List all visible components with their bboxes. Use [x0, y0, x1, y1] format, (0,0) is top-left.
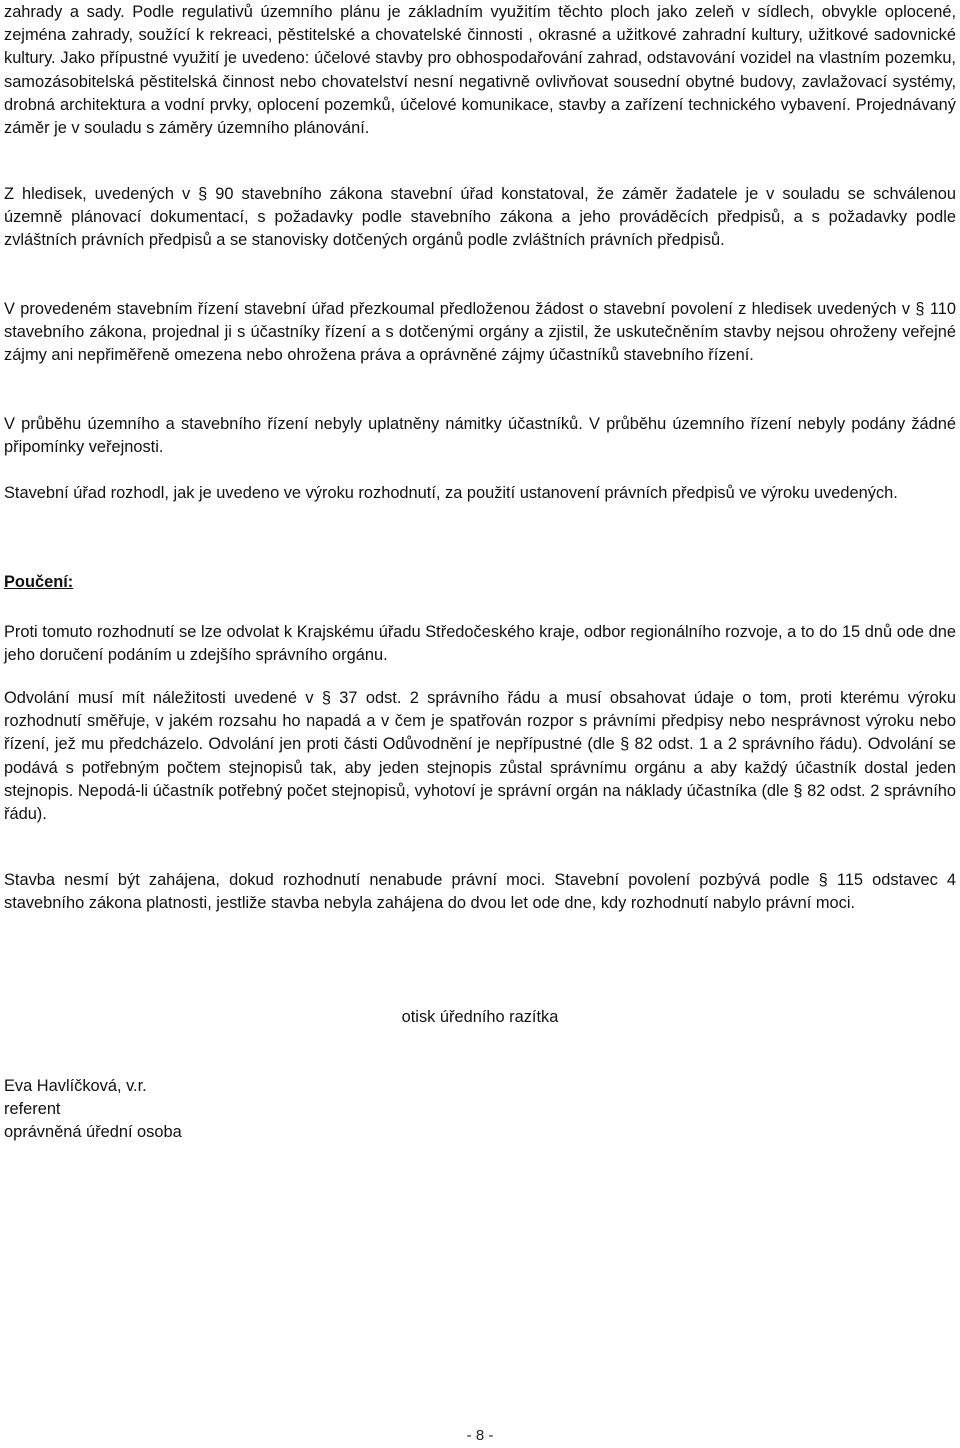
paragraph-zoning-use: zahrady a sady. Podle regulativů územního plánu je základním využitím těchto ploch jako zeleň v sídlech, obvykle oplocené, zejména zahrady, soužící k rekreaci, pěstitelské a chovatelské činnosti , okrasné a užitkové zahradní kultury, užitkové sadovnické kultury. Jako přípustné využití je uvedeno: účelové stavby pro obhospodařování zahrad, odstavování vozidel na vlastním pozemku, samozásobitelská pěstitelská činnost nebo chovatelství nesní negativně ovlivňovat sousední obytné budovy, zavlažovací systémy, drobná architektura a vodní prvky, oplocení pozemků, účelové komunikace, stavby a zařízení technického vybavení. Projednávaný záměr je v souladu s záměry územního plánování. [4, 3, 956, 138]
paragraph-validity: Stavba nesmí být zahájena, dokud rozhodnutí nenabude právní moci. Stavební povolení pozbývá podle § 115 odstavec 4 stavebního zákona platnosti, jestliže stavba nebyla zahájena do dvou let ode dne, kdy rozhodnutí nabylo právní moci. [4, 871, 956, 913]
signature-name: Eva Havlíčková, v.r. [4, 1077, 147, 1095]
paragraph-objections: V průběhu územního a stavebního řízení nebyly uplatněny námitky účastníků. V průběhu územního řízení nebyly podány žádné připomínky veřejnosti. [4, 415, 956, 457]
paragraph-decision: Stavební úřad rozhodl, jak je uvedeno ve výroku rozhodnutí, za použití ustanovení právních předpisů ve výroku uvedených. [4, 484, 898, 502]
signature-role: referent [4, 1100, 61, 1119]
page-number: - 8 - [466, 1427, 494, 1444]
signature-block [4, 1075, 182, 1145]
stamp-placeholder: otisk úředního razítka [401, 1008, 559, 1026]
paragraph-compliance: Z hledisek, uvedených v § 90 stavebního zákona stavební úřad konstatoval, že záměr žadatele je v souladu se schválenou územně plánovací dokumentací, s požadavky podle stavebního zákona a jeho prováděcích předpisů, a s požadavky podle zvláštních právních předpisů a se stanovisky dotčených orgánů podle zvláštních právních předpisů. [4, 185, 956, 250]
section-heading-instruction: Poučení: [4, 573, 74, 591]
paragraph-appeal: Proti tomuto rozhodnutí se lze odvolat k Krajskému úřadu Středočeského kraje, odbor regionálního rozvoje, a to do 15 dnů ode dne jeho doručení podáním u zdejšího správního orgánu. [4, 623, 956, 665]
paragraph-appeal-requirements: Odvolání musí mít náležitosti uvedené v § 37 odst. 2 správního řádu a musí obsahovat údaje o tom, proti kterému výroku rozhodnutí směřuje, v jakém rozsahu ho napadá a v čem je spatřován rozpor s právními předpisy nebo nesprávnost výroku nebo řízení, jež mu předcházelo. Odvolání jen proti části Odůvodnění je nepřípustné (dle § 82 odst. 1 a 2 správního řádu). Odvolání se podává s potřebným počtem stejnopisů tak, aby jeden stejnopis zůstal správnímu orgánu a aby každý účastník dostal jeden stejnopis. Nepodá-li účastník potřebný počet stejnopisů, vyhotoví je správní orgán na náklady účastníka (dle § 82 odst. 2 správního řádu). [4, 689, 956, 824]
signature-authority: oprávněná úřední osoba [4, 1123, 182, 1142]
paragraph-proceedings-review: V provedeném stavebním řízení stavební úřad přezkoumal předloženou žádost o stavební povolení z hledisek uvedených v § 110 stavebního zákona, projednal ji s účastníky řízení a s dotčenými orgány a zjistil, že uskutečněním stavby nejsou ohroženy veřejné zájmy ani nepřiměřeně omezena nebo ohrožena práva a oprávněné zájmy účastníků stavebního řízení. [4, 300, 956, 365]
